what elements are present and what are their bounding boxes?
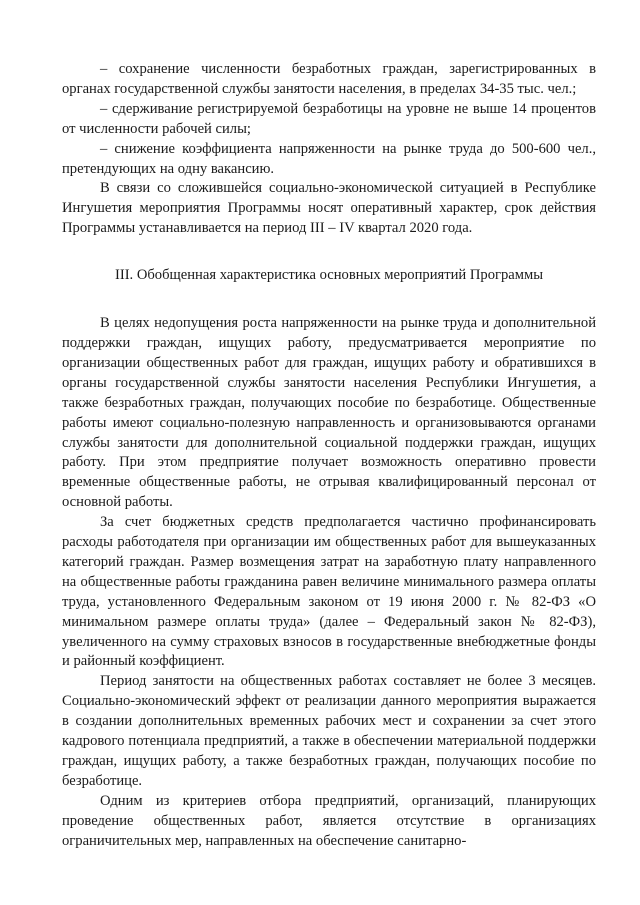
bullet-item: – сохранение численности безработных граждан, зарегистрированных в органах государственной службы занятости населения, в пределах 34-35 тыс. чел.;	[62, 61, 596, 97]
bullet-item: – снижение коэффициента напряженности на рынке труда до 500-600 чел., претендующих на одну вакансию.	[62, 140, 596, 177]
intro-paragraph: В связи со сложившейся социально-экономической ситуацией в Республике Ингушетия мероприятия Программы носят оперативный характер, срок действия Программы устанавливается на период III – IV квартал 2020 года.	[62, 180, 596, 237]
body-paragraph: Период занятости на общественных работах составляет не более 3 месяцев. Социально-экономический эффект от реализации данного мероприятия выражается в создании дополнительных временных рабочих мест и сохранении за счет этого кадрового потенциала предприятий, а также в обеспечении материальной поддержки граждан, ищущих работу, а также безработных граждан, получающих пособие по безработице.	[62, 673, 596, 789]
section-heading: III. Обобщенная характеристика основных мероприятий Программы	[114, 267, 544, 284]
bullet-item: – сдерживание регистрируемой безработицы на уровне не выше 14 процентов от численности рабочей силы;	[62, 100, 596, 137]
body-paragraph: Одним из критериев отбора предприятий, организаций, планирующих проведение общественных работ, является отсутствие в организациях ограничительных мер, направленных на обеспечение санитарно-	[62, 792, 596, 849]
body-paragraph: В целях недопущения роста напряженности на рынке труда и дополнительной поддержки граждан, ищущих работу, предусматривается мероприятие по организации общественных работ для граждан, ищущих работу и обратившихся в органы государственной службы занятости населения Республики Ингушетия, а также безработных граждан, получающих пособие по безработице. Общественные работы имеют социально-полезную направленность и организовываются органами службы занятости для дополнительной социальной поддержки граждан, ищущих работу. При этом предприятие получает возможность оперативно провести временные общественные работы, не отрывая квалифицированный персонал от основной работы.	[62, 315, 596, 511]
body-paragraph: За счет бюджетных средств предполагается частично профинансировать расходы работодателя при организации им общественных работ для вышеуказанных категорий граждан. Размер возмещения затрат на заработную плату направленного на общественные работы гражданина равен величине минимального размера оплаты труда, установленного Федеральным законом от 19 июня 2000 г. № 82-ФЗ «О минимальном размере оплаты труда» (далее – Федеральный закон № 82-ФЗ), увеличенного на сумму страховых взносов в государственные внебюджетные фонды и районный коэффициент.	[62, 514, 596, 670]
